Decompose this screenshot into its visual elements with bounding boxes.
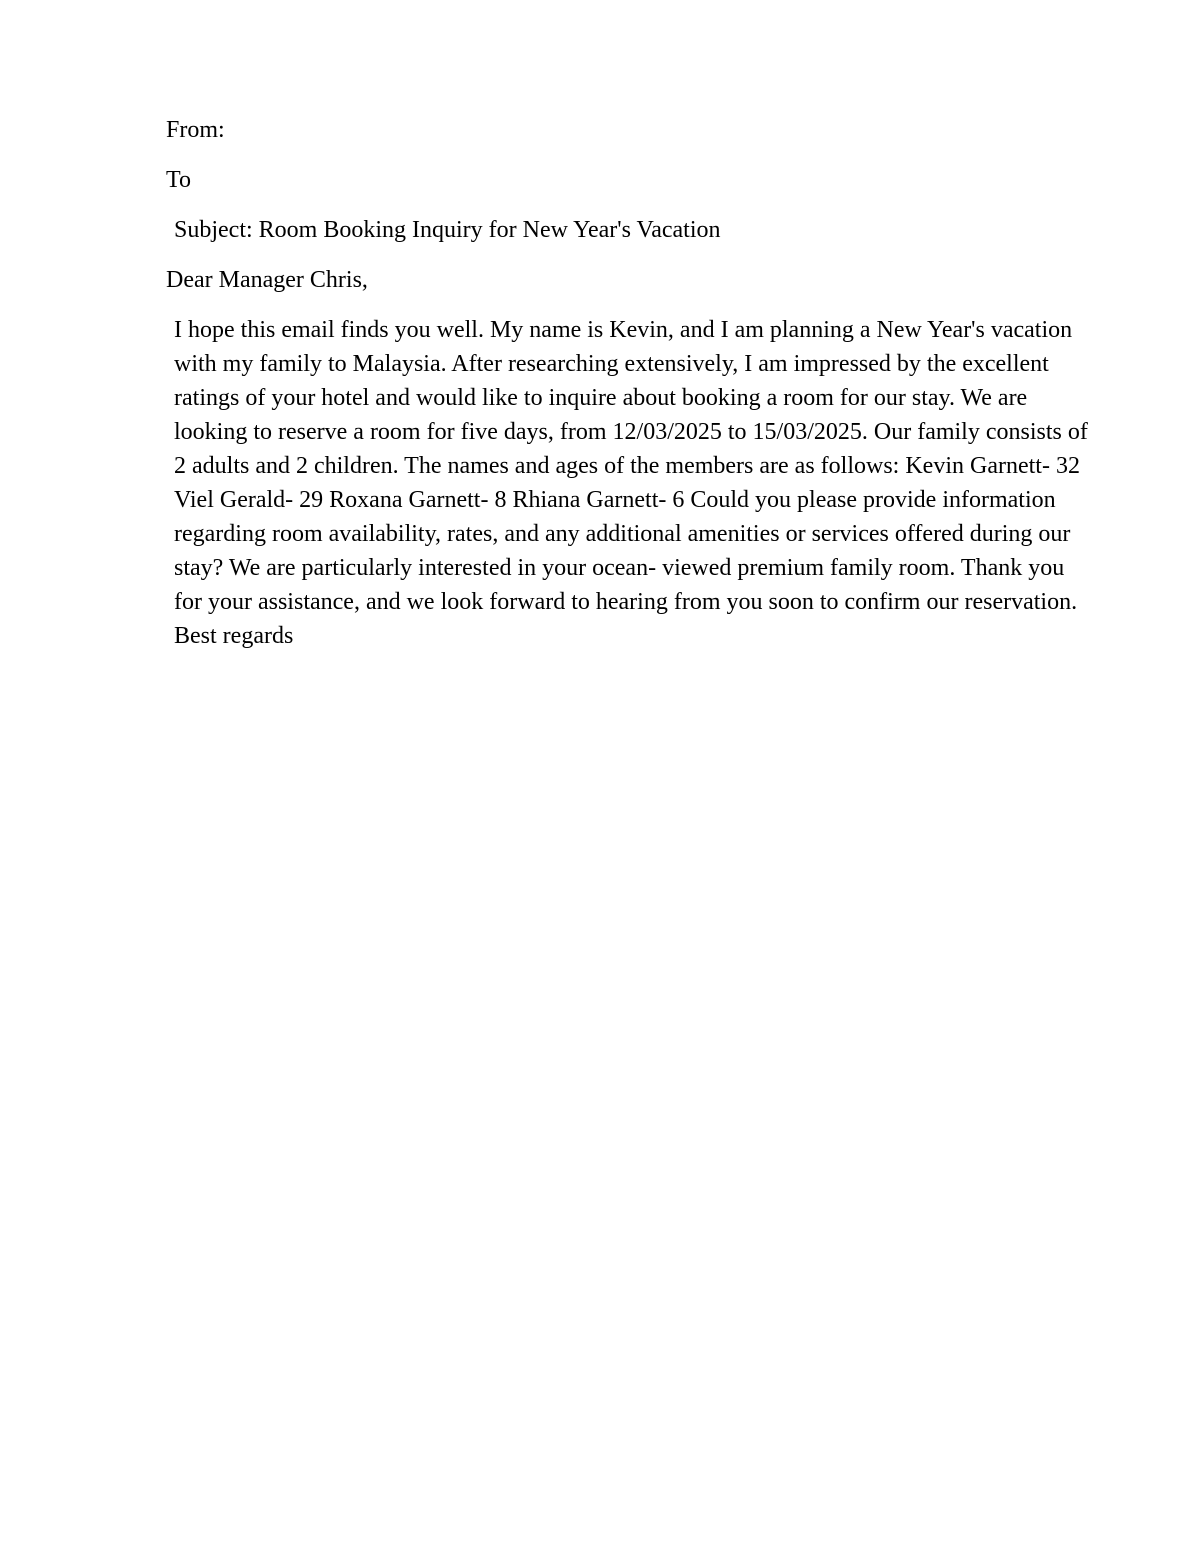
email-content (166, 113, 1086, 653)
greeting-line: Dear Manager Chris, (166, 267, 368, 293)
subject-line: Subject: Room Booking Inquiry for New Year's Vacation (174, 217, 721, 243)
from-line: From: (166, 117, 225, 143)
to-line: To (166, 167, 191, 193)
body-paragraph: I hope this email finds you well. My name is Kevin, and I am planning a New Year's vacation with my family to Malaysia. After researching extensively, I am impressed by the excellent ratings of your hotel and would like to inquire about booking a room for our stay. We are looking to reserve a room for five days, from 12/03/2025 to 15/03/2025. Our family consists of 2 adults and 2 children. The names and ages of the members are as follows: Kevin Garnett- 32 Viel Gerald- 29 Roxana Garnett- 8 Rhiana Garnett- 6 Could you please provide information regarding room availability, rates, and any additional amenities or services offered during our stay? We are particularly interested in your ocean- viewed premium family room. Thank you for your assistance, and we look forward to hearing from you soon to confirm our reservation. Best regards (174, 317, 1088, 649)
